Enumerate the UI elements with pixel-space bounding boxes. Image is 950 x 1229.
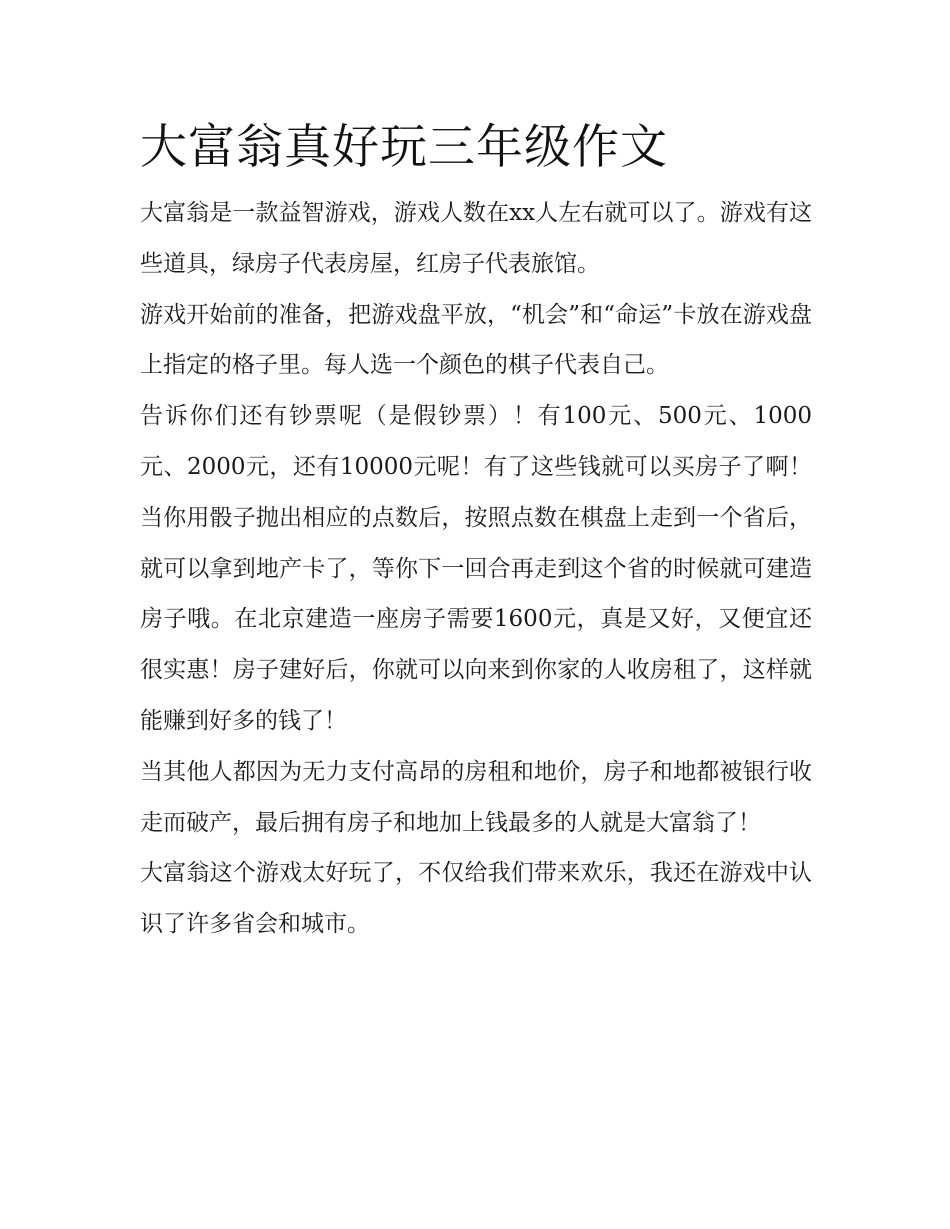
paragraph-money: 告诉你们还有钞票呢（是假钞票）！有100元、500元、1000元、2000元，还有10000元呢！有了这些钱就可以买房子了啊！当你用骰子抛出相应的点数后，按照点数在棋盘上走到一个省后，就可以拿到地产卡了，等你下一回合再走到这个省的时候就可建造房子哦。在北京建造一座房子需要1600元，真是又好，又便宜还很实惠！房子建好后，你就可以向来到你家的人收房租了，这样就能赚到好多的钱了！	[140, 403, 812, 734]
paragraph-winner: 当其他人都因为无力支付高昂的房租和地价，房子和地都被银行收走而破产，最后拥有房子和地加上钱最多的人就是大富翁了！	[140, 758, 812, 836]
essay-title: 大富翁真好玩三年级作文	[140, 120, 668, 175]
paragraph-intro: 大富翁是一款益智游戏，游戏人数在xx人左右就可以了。游戏有这些道具，绿房子代表房屋，红房子代表旅馆。	[140, 200, 812, 277]
paragraph-setup: 游戏开始前的准备，把游戏盘平放，“机会”和“命运”卡放在游戏盘上指定的格子里。每人选一个颜色的棋子代表自己。	[140, 301, 812, 379]
paragraph-conclusion: 大富翁这个游戏太好玩了，不仅给我们带来欢乐，我还在游戏中认识了许多省会和城市。	[140, 860, 812, 938]
essay-body	[140, 118, 812, 950]
